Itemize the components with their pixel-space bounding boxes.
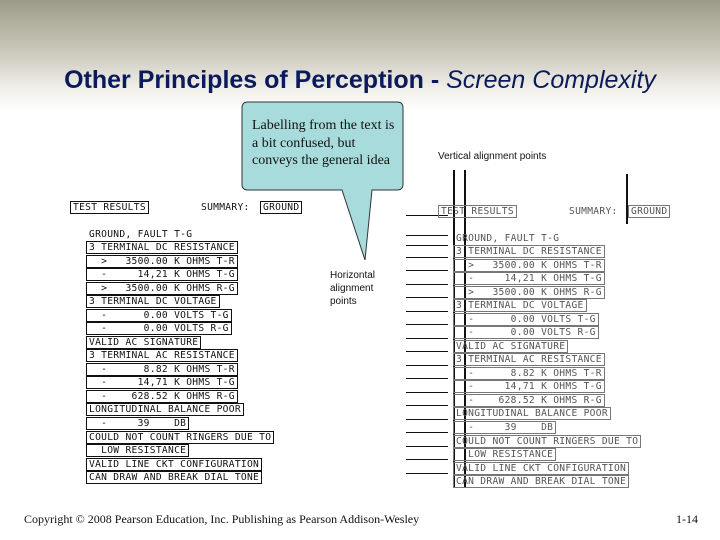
left-line: - 628.52 K OHMS R-G [86, 390, 238, 403]
right-line: GROUND, FAULT T-G [456, 233, 560, 244]
right-line: 3 TERMINAL AC RESISTANCE [453, 353, 605, 366]
horizontal-rule [406, 245, 448, 246]
right-line: 3 TERMINAL DC RESISTANCE [453, 245, 605, 258]
left-ground: GROUND [260, 201, 302, 214]
horizontal-label-2: alignment [330, 283, 374, 294]
right-line: > 3500.00 K OHMS R-G [453, 286, 605, 299]
right-line: - 14,21 K OHMS T-G [453, 272, 605, 285]
right-line: - 628.52 K OHMS R-G [453, 394, 605, 407]
left-line: - 14,21 K OHMS T-G [86, 268, 238, 281]
left-line: - 0.00 VOLTS R-G [86, 322, 232, 335]
horizontal-rule [406, 378, 448, 379]
horizontal-rule [406, 459, 448, 460]
left-line: VALID LINE CKT CONFIGURATION [86, 458, 262, 471]
horizontal-rule [406, 405, 448, 406]
horizontal-rule [406, 297, 448, 298]
right-line: > 3500.00 K OHMS T-R [453, 259, 605, 272]
left-line: - 39 DB [86, 417, 189, 430]
horizontal-rule [406, 257, 448, 258]
horizontal-rule [406, 311, 448, 312]
right-test-results: TEST RESULTS [438, 205, 517, 218]
horizontal-rule [406, 446, 448, 447]
left-line: CAN DRAW AND BREAK DIAL TONE [86, 471, 262, 484]
title-main: Other Principles of Perception - [64, 66, 447, 94]
horizontal-label-3: points [330, 296, 357, 307]
horizontal-label-1: Horizontal [330, 270, 376, 281]
left-line: GROUND, FAULT T-G [89, 229, 193, 240]
left-line: VALID AC SIGNATURE [86, 336, 201, 349]
right-line: - 39 DB [453, 421, 556, 434]
right-line: - 0.00 VOLTS R-G [453, 326, 599, 339]
horizontal-rule [406, 351, 448, 352]
left-test-results: TEST RESULTS [70, 201, 149, 214]
horizontal-rule [406, 365, 448, 366]
vertical-alignment-label: Vertical alignment points [438, 151, 547, 162]
horizontal-rule [406, 419, 448, 420]
horizontal-rule [406, 284, 448, 285]
copyright: Copyright © 2008 Pearson Education, Inc. Publishing as Pearson Addison-Wesley [24, 512, 420, 526]
callout [240, 100, 405, 275]
left-line: > 3500.00 K OHMS T-R [86, 255, 238, 268]
right-summary: SUMMARY: [569, 206, 618, 217]
left-line: 3 TERMINAL DC VOLTAGE [86, 295, 220, 308]
left-line: > 3500.00 K OHMS R-G [86, 282, 238, 295]
left-line: 3 TERMINAL AC RESISTANCE [86, 349, 238, 362]
right-line: - 0.00 VOLTS T-G [453, 313, 599, 326]
title-sub: Screen Complexity [446, 66, 656, 94]
horizontal-rule [406, 473, 448, 474]
right-line: COULD NOT COUNT RINGERS DUE TO [453, 435, 641, 448]
page-number: 1-14 [676, 512, 698, 526]
left-line: - 0.00 VOLTS T-G [86, 309, 232, 322]
right-line: - 14,71 K OHMS T-G [453, 380, 605, 393]
left-line: 3 TERMINAL DC RESISTANCE [86, 241, 238, 254]
horizontal-rule [406, 235, 448, 236]
left-line: - 8.82 K OHMS T-R [86, 363, 238, 376]
callout-text: Labelling from the text is a bit confused, but conveys the general idea [252, 118, 395, 168]
horizontal-rule [406, 432, 448, 433]
left-line: LONGITUDINAL BALANCE POOR [86, 403, 244, 416]
right-line: - 8.82 K OHMS T-R [453, 367, 605, 380]
left-line: COULD NOT COUNT RINGERS DUE TO [86, 431, 274, 444]
right-line: 3 TERMINAL DC VOLTAGE [453, 299, 587, 312]
horizontal-rule [406, 270, 448, 271]
left-summary: SUMMARY: [201, 202, 250, 213]
horizontal-rule [406, 392, 448, 393]
right-line: LOW RESISTANCE [453, 448, 556, 461]
right-line: VALID AC SIGNATURE [453, 340, 568, 353]
left-line: LOW RESISTANCE [86, 444, 189, 457]
slide-title [0, 66, 720, 95]
left-line: - 14,71 K OHMS T-G [86, 376, 238, 389]
horizontal-rule [406, 324, 448, 325]
horizontal-rule [406, 338, 448, 339]
right-line: LONGITUDINAL BALANCE POOR [453, 407, 611, 420]
right-line: VALID LINE CKT CONFIGURATION [453, 462, 629, 475]
right-line: CAN DRAW AND BREAK DIAL TONE [453, 475, 629, 488]
right-ground: GROUND [628, 205, 670, 218]
